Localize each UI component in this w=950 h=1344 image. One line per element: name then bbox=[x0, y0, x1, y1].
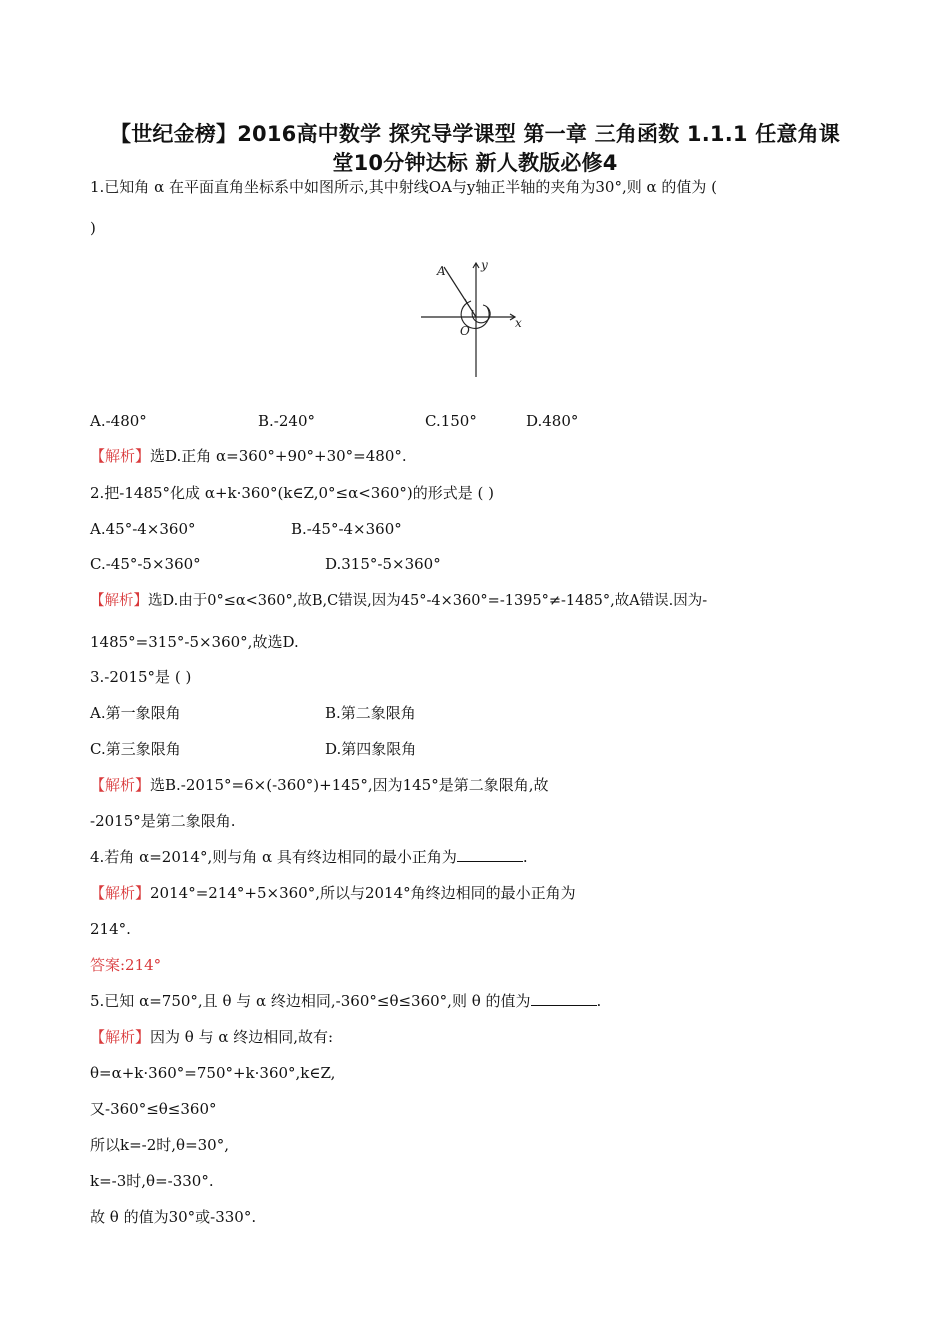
q1-option-b: B.-240° bbox=[258, 412, 315, 430]
title-line-2: 堂10分钟达标 新人教版必修4 bbox=[332, 151, 618, 175]
q2-option-d: D.315°-5×360° bbox=[325, 555, 441, 573]
analysis-tag: 【解析】 bbox=[90, 1028, 151, 1046]
q2-option-b: B.-45°-4×360° bbox=[291, 520, 402, 538]
q1-option-a: A.-480° bbox=[90, 412, 147, 430]
label-a: A bbox=[437, 264, 446, 278]
q5-stem-end: . bbox=[596, 992, 602, 1010]
q3-option-b: B.第二象限角 bbox=[325, 704, 416, 722]
q5-answer-blank bbox=[531, 991, 597, 1006]
label-o: O bbox=[460, 324, 470, 338]
q4-stem-text: 4.若角 α=2014°,则与角 α 具有终边相同的最小正角为 bbox=[90, 848, 457, 866]
q1-analysis-text: 选D.正角 α=360°+90°+30°=480°. bbox=[150, 447, 407, 465]
q3-option-a: A.第一象限角 bbox=[90, 704, 181, 722]
q5-analysis bbox=[90, 1027, 333, 1047]
q3-analysis-text-1: 选B.-2015°=6×(-360°)+145°,因为145°是第二象限角,故 bbox=[150, 776, 549, 794]
q5-analysis-line-3: 又-360°≤θ≤360° bbox=[90, 1100, 217, 1118]
analysis-tag: 【解析】 bbox=[90, 776, 151, 794]
q2-option-a: A.45°-4×360° bbox=[90, 520, 196, 538]
q5-analysis-line-2: θ=α+k·360°=750°+k·360°,k∈Z, bbox=[90, 1064, 336, 1082]
q5-stem bbox=[90, 991, 601, 1011]
q5-analysis-line-6: 故 θ 的值为30°或-330°. bbox=[90, 1208, 257, 1226]
label-x: x bbox=[515, 316, 522, 330]
document-title bbox=[80, 120, 870, 178]
q1-option-d: D.480° bbox=[526, 412, 579, 430]
q2-stem: 2.把-1485°化成 α+k·360°(k∈Z,0°≤α<360°)的形式是 ( ) bbox=[90, 484, 495, 502]
q3-option-d: D.第四象限角 bbox=[325, 740, 417, 758]
q2-option-c: C.-45°-5×360° bbox=[90, 555, 201, 573]
analysis-tag: 【解析】 bbox=[90, 593, 148, 609]
q4-analysis bbox=[90, 883, 576, 903]
q1-stem: 1.已知角 α 在平面直角坐标系中如图所示,其中射线OA与y轴正半轴的夹角为30°,则 α 的值为 ( bbox=[90, 178, 717, 196]
q1-angle-figure bbox=[415, 255, 530, 380]
q4-answer-blank bbox=[457, 847, 523, 862]
q1-option-c: C.150° bbox=[425, 412, 477, 430]
q4-analysis-text-2: 214°. bbox=[90, 920, 131, 938]
q3-stem: 3.-2015°是 ( ) bbox=[90, 668, 192, 686]
q5-analysis-line-4: 所以k=-2时,θ=30°, bbox=[90, 1136, 229, 1154]
q3-analysis bbox=[90, 775, 549, 795]
q3-option-c: C.第三象限角 bbox=[90, 740, 181, 758]
q5-analysis-line-5: k=-3时,θ=-330°. bbox=[90, 1172, 214, 1190]
q4-stem bbox=[90, 847, 528, 867]
q4-stem-end: . bbox=[522, 848, 528, 866]
q2-analysis bbox=[90, 591, 707, 611]
q4-answer: 答案:214° bbox=[90, 956, 162, 974]
q2-analysis-text-2: 1485°=315°-5×360°,故选D. bbox=[90, 633, 299, 651]
label-y: y bbox=[481, 258, 488, 272]
analysis-tag: 【解析】 bbox=[90, 447, 151, 465]
q4-analysis-text-1: 2014°=214°+5×360°,所以与2014°角终边相同的最小正角为 bbox=[150, 884, 576, 902]
q3-analysis-text-2: -2015°是第二象限角. bbox=[90, 812, 236, 830]
q1-stem-end: ) bbox=[90, 219, 96, 237]
q2-analysis-text-1: 选D.由于0°≤α<360°,故B,C错误,因为45°-4×360°=-1395°≠-1485°,故A错误.因为- bbox=[148, 593, 708, 609]
title-line-1: 【世纪金榜】2016高中数学 探究导学课型 第一章 三角函数 1.1.1 任意角课 bbox=[110, 122, 840, 146]
q5-analysis-text-1: 因为 θ 与 α 终边相同,故有: bbox=[150, 1028, 334, 1046]
q1-analysis bbox=[90, 446, 407, 466]
analysis-tag: 【解析】 bbox=[90, 884, 151, 902]
q5-stem-text: 5.已知 α=750°,且 θ 与 α 终边相同,-360°≤θ≤360°,则 θ 的值为 bbox=[90, 992, 531, 1010]
